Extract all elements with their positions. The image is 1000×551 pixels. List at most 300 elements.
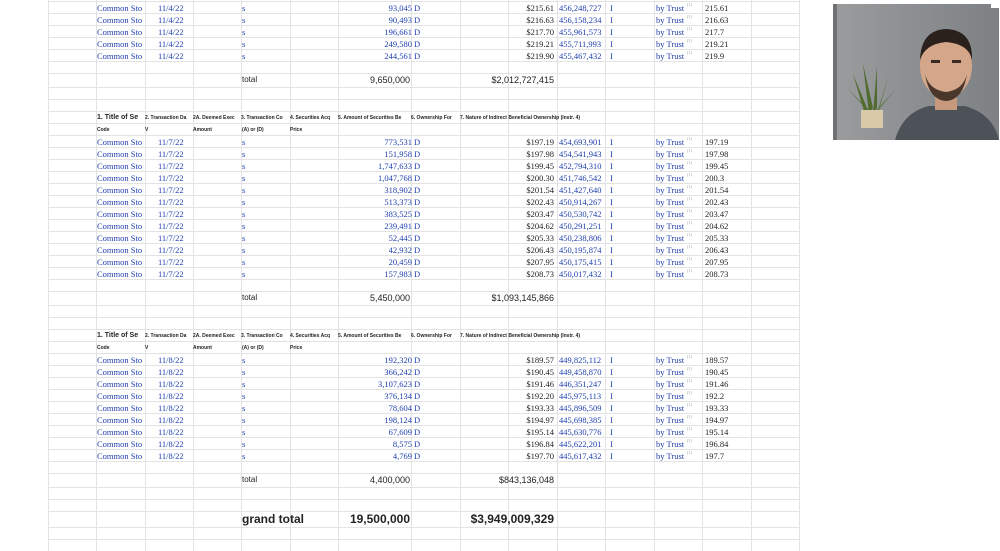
cell-owned[interactable]: 446,351,247 — [559, 379, 602, 389]
cell-owned[interactable]: 454,693,901 — [559, 137, 602, 147]
cell-extra-price[interactable]: 197.19 — [705, 137, 729, 147]
cell-owned[interactable]: 450,238,806 — [559, 233, 602, 243]
cell-owned[interactable]: 445,617,432 — [559, 451, 602, 461]
cell-ownership-form[interactable]: I — [610, 269, 613, 279]
trademark-mark: (1) — [687, 390, 692, 395]
trademark-mark: (1) — [687, 184, 692, 189]
total-label: total — [242, 475, 258, 484]
cell-date[interactable]: 11/7/22 — [158, 245, 184, 255]
cell-title[interactable]: Common Sto — [97, 3, 143, 13]
cell-amount[interactable]: 93,045 — [388, 3, 412, 13]
cell-a-or-d[interactable]: D — [414, 221, 421, 231]
cell-date[interactable]: 11/4/22 — [158, 39, 184, 49]
cell-price[interactable]: $189.57 — [526, 355, 554, 365]
cell-a-or-d[interactable]: D — [414, 161, 421, 171]
cell-owned[interactable]: 450,291,251 — [559, 221, 602, 231]
cell-indirect[interactable]: by Trust — [656, 27, 685, 37]
presenter-webcam-icon — [833, 4, 999, 140]
cell-code[interactable]: s — [242, 245, 246, 255]
cell-owned[interactable]: 445,896,509 — [559, 403, 602, 413]
cell-amount[interactable]: 773,531 — [384, 137, 412, 147]
cell-price[interactable]: $216.63 — [526, 15, 554, 25]
cell-owned[interactable]: 450,530,742 — [559, 209, 602, 219]
cell-code[interactable]: s — [242, 51, 246, 61]
cell-indirect[interactable]: by Trust — [656, 51, 685, 61]
cell-ownership-form[interactable]: I — [610, 245, 613, 255]
trademark-mark: (1) — [687, 148, 692, 153]
cell-title[interactable]: Common Sto — [97, 367, 143, 377]
cell-ownership-form[interactable]: I — [610, 427, 613, 437]
cell-code[interactable]: s — [242, 149, 246, 159]
cell-ownership-form[interactable]: I — [610, 15, 613, 25]
cell-owned[interactable]: 451,427,640 — [559, 185, 602, 195]
cell-indirect[interactable]: by Trust — [656, 379, 685, 389]
empty-row — [48, 306, 800, 318]
cell-date[interactable]: 11/7/22 — [158, 221, 184, 231]
cell-extra-price[interactable]: 192.2 — [705, 391, 725, 401]
cell-extra-price[interactable]: 202.43 — [705, 197, 729, 207]
cell-ownership-form[interactable]: I — [610, 173, 613, 183]
cell-ownership-form[interactable]: I — [610, 161, 613, 171]
cell-date[interactable]: 11/7/22 — [158, 233, 184, 243]
empty-row — [48, 280, 800, 292]
cell-title[interactable]: Common Sto — [97, 257, 143, 267]
cell-code[interactable]: s — [242, 137, 246, 147]
cell-price[interactable]: $193.33 — [526, 403, 554, 413]
total-shares: 9,650,000 — [369, 75, 410, 85]
cell-price[interactable]: $217.70 — [526, 27, 554, 37]
cell-date[interactable]: 11/4/22 — [158, 15, 184, 25]
cell-code[interactable]: s — [242, 415, 246, 425]
cell-indirect[interactable]: by Trust — [656, 197, 685, 207]
cell-date[interactable]: 11/7/22 — [158, 185, 184, 195]
cell-extra-price[interactable]: 216.63 — [705, 15, 729, 25]
cell-date[interactable]: 11/7/22 — [158, 149, 184, 159]
cell-price[interactable]: $208.73 — [526, 269, 554, 279]
cell-code[interactable]: s — [242, 233, 246, 243]
cell-code[interactable]: s — [242, 15, 246, 25]
cell-owned[interactable]: 455,467,432 — [559, 51, 602, 61]
cell-date[interactable]: 11/7/22 — [158, 161, 184, 171]
cell-price[interactable]: $191.46 — [526, 379, 554, 389]
cell-code[interactable]: s — [242, 439, 246, 449]
cell-title[interactable]: Common Sto — [97, 439, 143, 449]
cell-ownership-form[interactable]: I — [610, 185, 613, 195]
cell-amount[interactable]: 78,604 — [388, 403, 412, 413]
cell-amount[interactable]: 20,459 — [388, 257, 412, 267]
total-row — [48, 474, 800, 488]
cell-indirect[interactable]: by Trust — [656, 257, 685, 267]
table-row — [48, 220, 800, 232]
cell-title[interactable]: Common Sto — [97, 355, 143, 365]
cell-amount[interactable]: 3,107,623 — [378, 379, 412, 389]
table-row — [48, 450, 800, 462]
cell-extra-price[interactable]: 205.33 — [705, 233, 729, 243]
cell-code[interactable]: s — [242, 257, 246, 267]
cell-price[interactable]: $202.43 — [526, 197, 554, 207]
cell-price[interactable]: $199.45 — [526, 161, 554, 171]
cell-owned[interactable]: 452,794,310 — [559, 161, 602, 171]
cell-extra-price[interactable]: 189.57 — [705, 355, 729, 365]
cell-code[interactable]: s — [242, 379, 246, 389]
cell-date[interactable]: 11/8/22 — [158, 355, 184, 365]
cell-extra-price[interactable]: 206.43 — [705, 245, 729, 255]
cell-code[interactable]: s — [242, 39, 246, 49]
cell-a-or-d[interactable]: D — [414, 39, 421, 49]
cell-extra-price[interactable]: 197.98 — [705, 149, 729, 159]
cell-price[interactable]: $197.98 — [526, 149, 554, 159]
table-row — [48, 256, 800, 268]
table-row — [48, 244, 800, 256]
cell-amount[interactable]: 157,983 — [384, 269, 412, 279]
cell-date[interactable]: 11/7/22 — [158, 173, 184, 183]
cell-extra-price[interactable]: 196.84 — [705, 439, 729, 449]
cell-ownership-form[interactable]: I — [610, 355, 613, 365]
cell-owned[interactable]: 450,017,432 — [559, 269, 602, 279]
cell-code[interactable]: s — [242, 3, 246, 13]
cell-amount[interactable]: 52,445 — [388, 233, 412, 243]
cell-extra-price[interactable]: 217.7 — [705, 27, 725, 37]
cell-code[interactable]: s — [242, 269, 246, 279]
cell-extra-price[interactable]: 219.21 — [705, 39, 729, 49]
cell-code[interactable]: s — [242, 27, 246, 37]
cell-indirect[interactable]: by Trust — [656, 173, 685, 183]
cell-extra-price[interactable]: 195.14 — [705, 427, 729, 437]
cell-extra-price[interactable]: 194.97 — [705, 415, 729, 425]
cell-indirect[interactable]: by Trust — [656, 3, 685, 13]
table-row — [48, 2, 800, 14]
cell-title[interactable]: Common Sto — [97, 245, 143, 255]
cell-owned[interactable]: 455,711,993 — [559, 39, 602, 49]
cell-owned[interactable]: 450,195,874 — [559, 245, 602, 255]
cell-amount[interactable]: 90,493 — [388, 15, 412, 25]
cell-ownership-form[interactable]: I — [610, 137, 613, 147]
cell-date[interactable]: 11/4/22 — [158, 3, 184, 13]
cell-ownership-form[interactable]: I — [610, 197, 613, 207]
cell-indirect[interactable]: by Trust — [656, 15, 685, 25]
cell-price[interactable]: $196.84 — [526, 439, 554, 449]
cell-date[interactable]: 11/4/22 — [158, 51, 184, 61]
cell-a-or-d[interactable]: D — [414, 149, 421, 159]
cell-a-or-d[interactable]: D — [414, 451, 421, 461]
cell-price[interactable]: $205.33 — [526, 233, 554, 243]
cell-price[interactable]: $215.61 — [526, 3, 554, 13]
cell-ownership-form[interactable]: I — [610, 233, 613, 243]
cell-extra-price[interactable]: 190.45 — [705, 367, 729, 377]
cell-a-or-d[interactable]: D — [414, 15, 421, 25]
empty-row — [48, 62, 800, 74]
cell-extra-price[interactable]: 219.9 — [705, 51, 725, 61]
cell-extra-price[interactable]: 199.45 — [705, 161, 729, 171]
cell-owned[interactable]: 449,458,870 — [559, 367, 602, 377]
table-row — [48, 26, 800, 38]
cell-date[interactable]: 11/7/22 — [158, 257, 184, 267]
cell-code[interactable]: s — [242, 355, 246, 365]
cell-code[interactable]: s — [242, 403, 246, 413]
total-shares: 5,450,000 — [369, 293, 410, 303]
cell-indirect[interactable]: by Trust — [656, 149, 685, 159]
cell-ownership-form[interactable]: I — [610, 391, 613, 401]
cell-price[interactable]: $201.54 — [526, 185, 554, 195]
cell-title[interactable]: Common Sto — [97, 15, 143, 25]
cell-indirect[interactable]: by Trust — [656, 367, 685, 377]
cell-ownership-form[interactable]: I — [610, 403, 613, 413]
cell-owned[interactable]: 455,961,573 — [559, 27, 602, 37]
cell-owned[interactable]: 445,975,113 — [559, 391, 602, 401]
cell-extra-price[interactable]: 203.47 — [705, 209, 729, 219]
cell-a-or-d[interactable]: D — [414, 367, 421, 377]
grand-total-label: grand total — [242, 512, 304, 526]
cell-ownership-form[interactable]: I — [610, 51, 613, 61]
trademark-mark: (1) — [687, 378, 692, 383]
table-row — [48, 426, 800, 438]
cell-price[interactable]: $190.45 — [526, 367, 554, 377]
cell-a-or-d[interactable]: D — [414, 233, 421, 243]
cell-a-or-d[interactable]: D — [414, 137, 421, 147]
cell-price[interactable]: $204.62 — [526, 221, 554, 231]
cell-date[interactable]: 11/7/22 — [158, 197, 184, 207]
empty-row — [48, 500, 800, 512]
cell-indirect[interactable]: by Trust — [656, 269, 685, 279]
cell-a-or-d[interactable]: D — [414, 427, 421, 437]
cell-title[interactable]: Common Sto — [97, 415, 143, 425]
cell-owned[interactable]: 450,914,267 — [559, 197, 602, 207]
cell-amount[interactable]: 196,661 — [384, 27, 412, 37]
cell-price[interactable]: $197.70 — [526, 451, 554, 461]
cell-code[interactable]: s — [242, 367, 246, 377]
cell-ownership-form[interactable]: I — [610, 39, 613, 49]
cell-owned[interactable]: 456,158,234 — [559, 15, 602, 25]
cell-extra-price[interactable]: 201.54 — [705, 185, 729, 195]
table-row — [48, 366, 800, 378]
cell-ownership-form[interactable]: I — [610, 209, 613, 219]
cell-amount[interactable]: 1,747,633 — [378, 161, 412, 171]
cell-date[interactable]: 11/8/22 — [158, 427, 184, 437]
cell-date[interactable]: 11/8/22 — [158, 391, 184, 401]
cell-amount[interactable]: 1,047,768 — [378, 173, 412, 183]
cell-title[interactable]: Common Sto — [97, 197, 143, 207]
trademark-mark: (1) — [687, 244, 692, 249]
cell-amount[interactable]: 192,320 — [384, 355, 412, 365]
trademark-mark: (1) — [687, 172, 692, 177]
cell-title[interactable]: Common Sto — [97, 209, 143, 219]
cell-price[interactable]: $192.20 — [526, 391, 554, 401]
cell-code[interactable]: s — [242, 427, 246, 437]
cell-price[interactable]: $219.21 — [526, 39, 554, 49]
cell-owned[interactable]: 451,746,542 — [559, 173, 602, 183]
cell-indirect[interactable]: by Trust — [656, 439, 685, 449]
cell-indirect[interactable]: by Trust — [656, 209, 685, 219]
cell-owned[interactable]: 456,248,727 — [559, 3, 602, 13]
cell-date[interactable]: 11/7/22 — [158, 137, 184, 147]
cell-a-or-d[interactable]: D — [414, 51, 421, 61]
cell-price[interactable]: $197.19 — [526, 137, 554, 147]
table-row — [48, 172, 800, 184]
cell-code[interactable]: s — [242, 221, 246, 231]
cell-price[interactable]: $194.97 — [526, 415, 554, 425]
cell-a-or-d[interactable]: D — [414, 197, 421, 207]
cell-a-or-d[interactable]: D — [414, 3, 421, 13]
cell-amount[interactable]: 249,580 — [384, 39, 412, 49]
cell-extra-price[interactable]: 208.73 — [705, 269, 729, 279]
spreadsheet[interactable] — [48, 0, 800, 551]
cell-extra-price[interactable]: 197.7 — [705, 451, 725, 461]
cell-price[interactable]: $206.43 — [526, 245, 554, 255]
cell-a-or-d[interactable]: D — [414, 391, 421, 401]
cell-amount[interactable]: 42,932 — [388, 245, 412, 255]
cell-date[interactable]: 11/8/22 — [158, 379, 184, 389]
cell-title[interactable]: Common Sto — [97, 39, 143, 49]
cell-code[interactable]: s — [242, 161, 246, 171]
subheader-code: Code — [97, 127, 110, 133]
cell-amount[interactable]: 383,525 — [384, 209, 412, 219]
cell-ownership-form[interactable]: I — [610, 367, 613, 377]
cell-amount[interactable]: 244,561 — [384, 51, 412, 61]
cell-title[interactable]: Common Sto — [97, 391, 143, 401]
cell-owned[interactable]: 445,622,201 — [559, 439, 602, 449]
cell-date[interactable]: 11/8/22 — [158, 415, 184, 425]
table-row — [48, 438, 800, 450]
cell-ownership-form[interactable]: I — [610, 3, 613, 13]
cell-ownership-form[interactable]: I — [610, 27, 613, 37]
cell-title[interactable]: Common Sto — [97, 173, 143, 183]
header-c1: 1. Title of Se — [97, 332, 139, 339]
cell-price[interactable]: $203.47 — [526, 209, 554, 219]
trademark-mark: (1) — [687, 38, 692, 43]
cell-a-or-d[interactable]: D — [414, 415, 421, 425]
cell-indirect[interactable]: by Trust — [656, 233, 685, 243]
cell-a-or-d[interactable]: D — [414, 27, 421, 37]
cell-title[interactable]: Common Sto — [97, 427, 143, 437]
cell-indirect[interactable]: by Trust — [656, 185, 685, 195]
cell-indirect[interactable]: by Trust — [656, 161, 685, 171]
header-c5: 4. Securities Acq — [290, 333, 331, 339]
cell-amount[interactable]: 318,902 — [384, 185, 412, 195]
cell-date[interactable]: 11/8/22 — [158, 439, 184, 449]
cell-amount[interactable]: 366,242 — [384, 367, 412, 377]
cell-date[interactable]: 11/4/22 — [158, 27, 184, 37]
cell-title[interactable]: Common Sto — [97, 379, 143, 389]
cell-indirect[interactable]: by Trust — [656, 427, 685, 437]
cell-a-or-d[interactable]: D — [414, 173, 421, 183]
trademark-mark: (1) — [687, 26, 692, 31]
cell-indirect[interactable]: by Trust — [656, 39, 685, 49]
cell-extra-price[interactable]: 207.95 — [705, 257, 729, 267]
cell-owned[interactable]: 450,175,415 — [559, 257, 602, 267]
cell-indirect[interactable]: by Trust — [656, 451, 685, 461]
cell-a-or-d[interactable]: D — [414, 185, 421, 195]
cell-extra-price[interactable]: 191.46 — [705, 379, 729, 389]
cell-owned[interactable]: 454,541,943 — [559, 149, 602, 159]
cell-owned[interactable]: 449,825,112 — [559, 355, 602, 365]
cell-a-or-d[interactable]: D — [414, 355, 421, 365]
cell-title[interactable]: Common Sto — [97, 403, 143, 413]
cell-amount[interactable]: 8,575 — [392, 439, 412, 449]
cell-code[interactable]: s — [242, 391, 246, 401]
cell-ownership-form[interactable]: I — [610, 379, 613, 389]
cell-ownership-form[interactable]: I — [610, 451, 613, 461]
cell-ownership-form[interactable]: I — [610, 415, 613, 425]
cell-title[interactable]: Common Sto — [97, 451, 143, 461]
cell-amount[interactable]: 67,609 — [388, 427, 412, 437]
cell-amount[interactable]: 198,124 — [384, 415, 412, 425]
cell-title[interactable]: Common Sto — [97, 269, 143, 279]
cell-a-or-d[interactable]: D — [414, 209, 421, 219]
grand-total-value: $3,949,009,329 — [470, 512, 554, 526]
cell-title[interactable]: Common Sto — [97, 185, 143, 195]
cell-indirect[interactable]: by Trust — [656, 391, 685, 401]
cell-extra-price[interactable]: 193.33 — [705, 403, 729, 413]
cell-extra-price[interactable]: 204.62 — [705, 221, 729, 231]
cell-a-or-d[interactable]: D — [414, 379, 421, 389]
cell-code[interactable]: s — [242, 451, 246, 461]
cell-a-or-d[interactable]: D — [414, 257, 421, 267]
cell-indirect[interactable]: by Trust — [656, 245, 685, 255]
cell-date[interactable]: 11/7/22 — [158, 209, 184, 219]
cell-date[interactable]: 11/8/22 — [158, 403, 184, 413]
cell-code[interactable]: s — [242, 197, 246, 207]
cell-date[interactable]: 11/8/22 — [158, 367, 184, 377]
trademark-mark: (1) — [687, 366, 692, 371]
header-c5: 4. Securities Acq — [290, 115, 331, 121]
cell-amount[interactable]: 239,491 — [384, 221, 412, 231]
cell-title[interactable]: Common Sto — [97, 137, 143, 147]
cell-title[interactable]: Common Sto — [97, 51, 143, 61]
cell-a-or-d[interactable]: D — [414, 245, 421, 255]
cell-price[interactable]: $200.30 — [526, 173, 554, 183]
cell-indirect[interactable]: by Trust — [656, 415, 685, 425]
cell-extra-price[interactable]: 200.3 — [705, 173, 725, 183]
table-subheader-row — [48, 124, 800, 136]
cell-title[interactable]: Common Sto — [97, 161, 143, 171]
cell-code[interactable]: s — [242, 185, 246, 195]
cell-code[interactable]: s — [242, 209, 246, 219]
cell-price[interactable]: $207.95 — [526, 257, 554, 267]
cell-extra-price[interactable]: 215.61 — [705, 3, 729, 13]
cell-indirect[interactable]: by Trust — [656, 137, 685, 147]
subheader-price: Price — [290, 345, 303, 351]
subheader-v: V — [145, 127, 149, 133]
cell-amount[interactable]: 513,373 — [384, 197, 412, 207]
cell-a-or-d[interactable]: D — [414, 439, 421, 449]
cell-code[interactable]: s — [242, 173, 246, 183]
cell-indirect[interactable]: by Trust — [656, 221, 685, 231]
cell-price[interactable]: $195.14 — [526, 427, 554, 437]
cell-price[interactable]: $219.90 — [526, 51, 554, 61]
cell-a-or-d[interactable]: D — [414, 403, 421, 413]
cell-ownership-form[interactable]: I — [610, 149, 613, 159]
cell-indirect[interactable]: by Trust — [656, 355, 685, 365]
cell-title[interactable]: Common Sto — [97, 233, 143, 243]
cell-amount[interactable]: 4,769 — [392, 451, 412, 461]
cell-ownership-form[interactable]: I — [610, 221, 613, 231]
cell-indirect[interactable]: by Trust — [656, 403, 685, 413]
cell-date[interactable]: 11/7/22 — [158, 269, 184, 279]
cell-ownership-form[interactable]: I — [610, 257, 613, 267]
cell-amount[interactable]: 376,134 — [384, 391, 412, 401]
cell-owned[interactable]: 445,698,385 — [559, 415, 602, 425]
table-row — [48, 160, 800, 172]
cell-amount[interactable]: 151,958 — [384, 149, 412, 159]
cell-date[interactable]: 11/8/22 — [158, 451, 184, 461]
cell-owned[interactable]: 445,630,776 — [559, 427, 602, 437]
cell-title[interactable]: Common Sto — [97, 149, 143, 159]
cell-a-or-d[interactable]: D — [414, 269, 421, 279]
cell-ownership-form[interactable]: I — [610, 439, 613, 449]
cell-title[interactable]: Common Sto — [97, 221, 143, 231]
table-row — [48, 184, 800, 196]
cell-title[interactable]: Common Sto — [97, 27, 143, 37]
